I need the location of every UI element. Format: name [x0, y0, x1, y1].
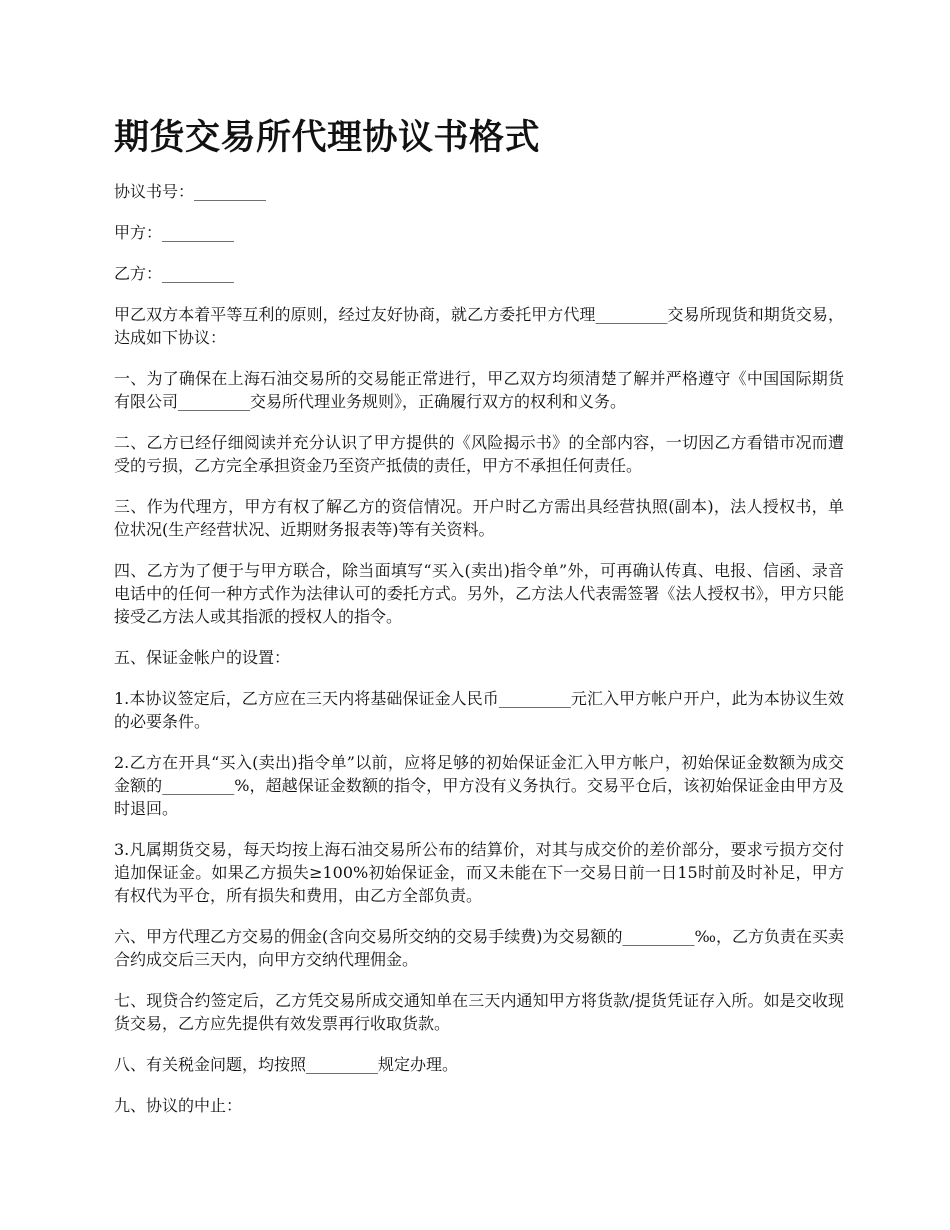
clause-5-item-1: 1.本协议签定后，乙方应在三天内将基础保证金人民币_________元汇入甲方帐户开户，此为本协议生效的必要条件。 — [114, 689, 844, 731]
clause-7: 七、现贷合约签定后，乙方凭交易所成交通知单在三天内通知甲方将货款/提货凭证存入所。如是交收现货交易，乙方应先提供有效发票再行收取货款。 — [114, 991, 844, 1033]
agreement-number-line: 协议书号：_________ — [114, 182, 267, 201]
clause-2: 二、乙方已经仔细阅读并充分认识了甲方提供的《风险揭示书》的全部内容，一切因乙方看错市况而遭受的亏损，乙方完全承担资金乃至资产抵债的责任，甲方不承担任何责任。 — [114, 433, 844, 475]
clause-5-heading: 五、保证金帐户的设置： — [114, 648, 291, 667]
clause-8: 八、有关税金问题，均按照_________规定办理。 — [114, 1055, 459, 1074]
clause-3: 三、作为代理方，甲方有权了解乙方的资信情况。开户时乙方需出具经营执照(副本)，法人授权书，单位状况(生产经营状况、近期财务报表等)等有关资料。 — [114, 497, 844, 539]
clause-5-item-3: 3.凡属期货交易，每天均按上海石油交易所公布的结算价，对其与成交价的差价部分，要求亏损方交付追加保证金。如果乙方损失≥100%初始保证金，而又未能在下一交易日前一日15时前及时补足，甲方有权代为平仓，所有损失和费用，由乙方全部负责。 — [114, 840, 844, 905]
clause-9-heading: 九、协议的中止： — [114, 1096, 243, 1115]
clause-6: 六、甲方代理乙方交易的佣金(含向交易所交纳的交易手续费)为交易额的_________‰，乙方负责在买卖合约成交后三天内，向甲方交纳代理佣金。 — [114, 927, 844, 969]
preamble-paragraph: 甲乙双方本着平等互利的原则，经过友好协商，就乙方委托甲方代理_________交易所现货和期货交易，达成如下协议： — [114, 305, 844, 347]
party-a-line: 甲方：_________ — [114, 223, 235, 242]
clause-4: 四、乙方为了便于与甲方联合，除当面填写“买入(卖出)指令单”外，可再确认传真、电报、信函、录音电话中的任何一种方式作为法律认可的委托方式。另外，乙方法人代表需签署《法人授权书》，甲方只能接受乙方法人或其指派的授权人的指令。 — [114, 561, 844, 626]
clause-1: 一、为了确保在上海石油交易所的交易能正常进行，甲乙双方均须清楚了解并严格遵守《中国国际期货有限公司_________交易所代理业务规则》，正确履行双方的权利和义务。 — [114, 369, 844, 411]
document-title: 期货交易所代理协议书格式 — [114, 118, 541, 158]
party-b-line: 乙方：_________ — [114, 264, 235, 283]
document-page — [114, 112, 844, 1135]
clause-5-item-2: 2.乙方在开具“买入(卖出)指令单”以前，应将足够的初始保证金汇入甲方帐户，初始保证金数额为成交金额的_________%，超越保证金数额的指令，甲方没有义务执行。交易平仓后，该初始保证金由甲方及时退回。 — [114, 753, 844, 818]
